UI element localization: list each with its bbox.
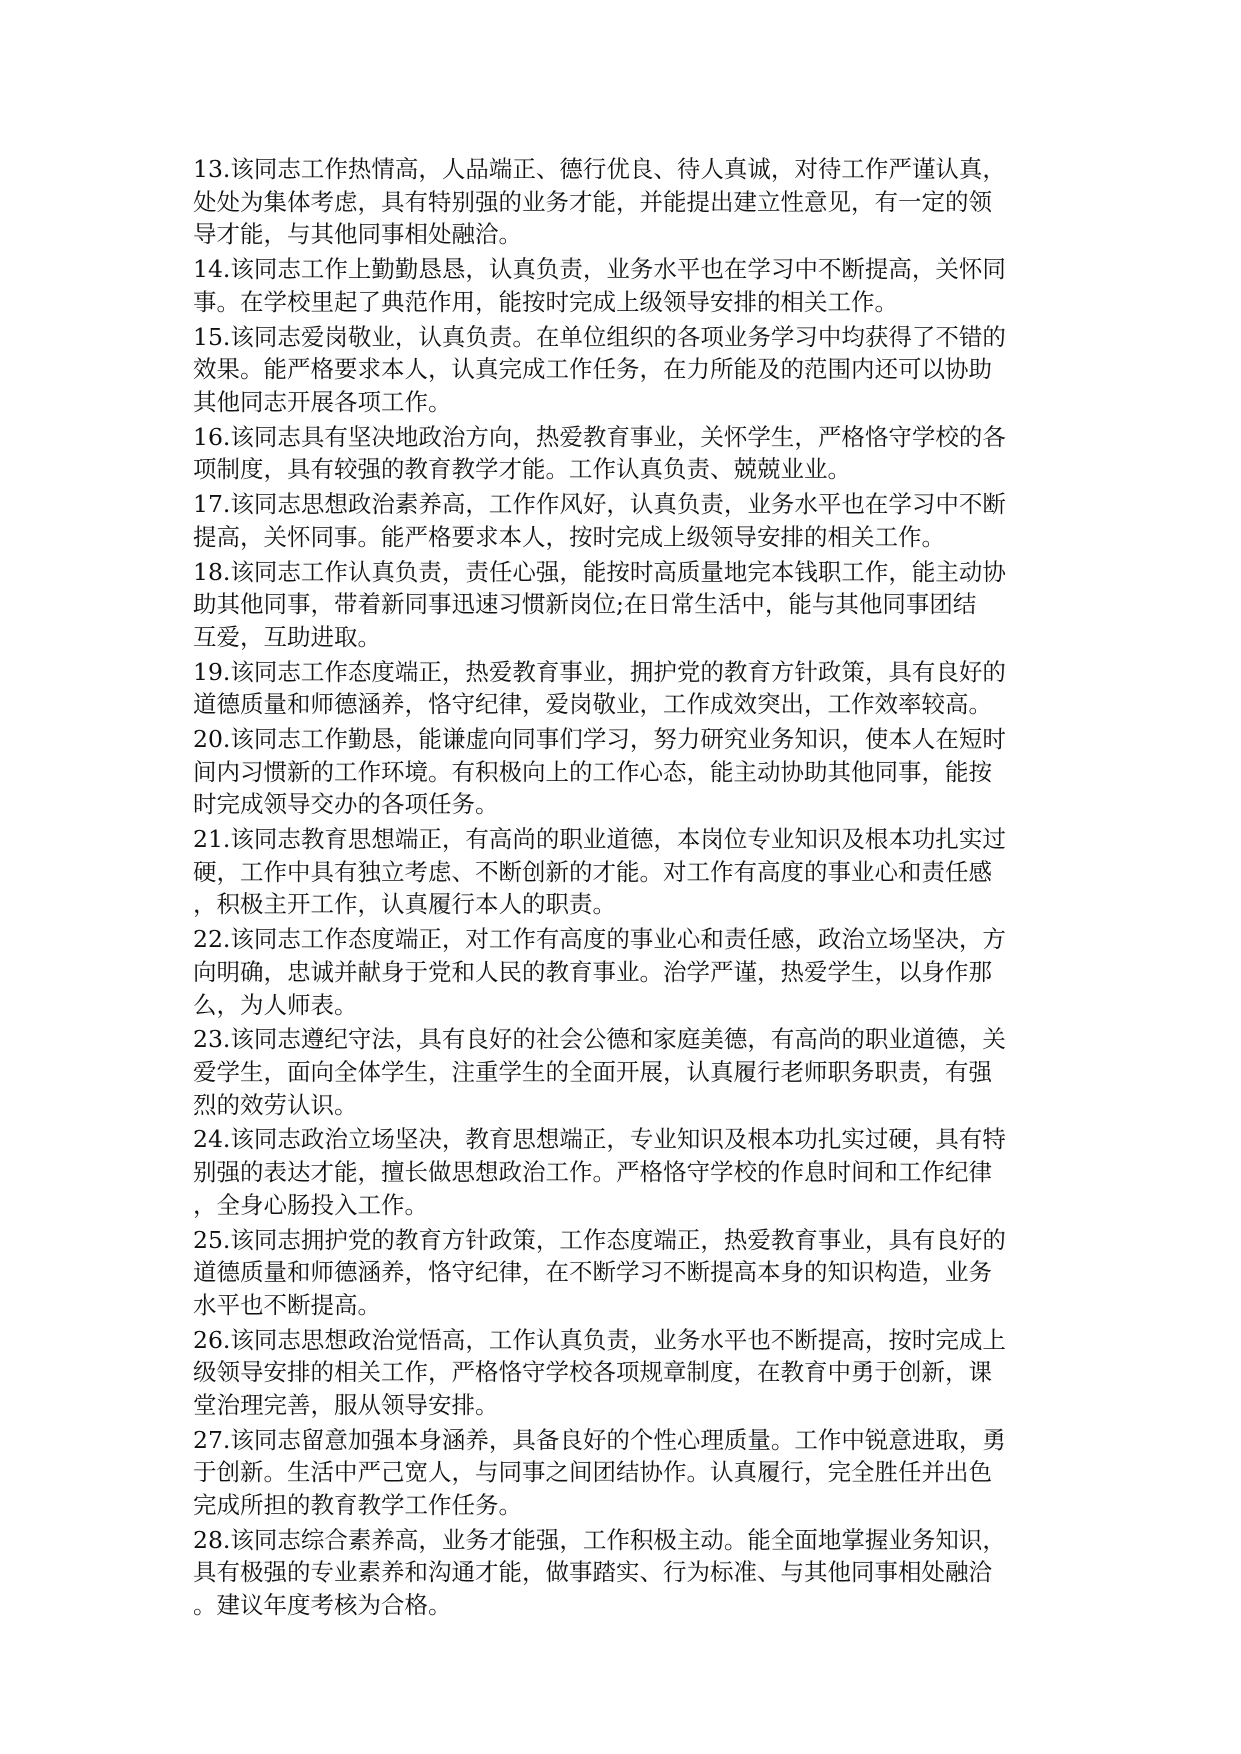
paragraph-line: ，全身心肠投入工作。 <box>193 1190 428 1219</box>
paragraph-line: 烈的效劳认识。 <box>193 1090 358 1119</box>
evaluation-paragraph <box>193 1524 1053 1622</box>
paragraph-line: 别强的表达才能，擅长做思想政治工作。严格恪守学校的作息时间和工作纪律 <box>193 1158 992 1187</box>
paragraph-line: 13.该同志工作热情高，人品端正、德行优良、待人真诚，对待工作严谨认真， <box>193 155 1006 183</box>
evaluation-paragraph <box>193 823 1053 921</box>
paragraph-line: 提高，关怀同事。能严格要求本人，按时完成上级领导安排的相关工作。 <box>193 522 945 551</box>
paragraph-line: 27.该同志留意加强本身涵养，具备良好的个性心理质量。工作中锐意进取，勇 <box>193 1425 1006 1454</box>
paragraph-line: 道德质量和师德涵养，恪守纪律，爱岗敬业，工作成效突出，工作效率较高。 <box>193 690 992 719</box>
paragraph-line: 时完成领导交办的各项任务。 <box>193 790 499 819</box>
evaluation-paragraph <box>193 253 1053 318</box>
paragraph-line: 堂治理完善，服从领导安排。 <box>193 1390 499 1419</box>
paragraph-line: 导才能，与其他同事相处融洽。 <box>193 220 522 249</box>
paragraph-line: ，积极主开工作，认真履行本人的职责。 <box>193 890 616 919</box>
evaluation-paragraph <box>193 488 1053 553</box>
paragraph-line: 其他同志开展各项工作。 <box>193 387 452 416</box>
paragraph-line: 17.该同志思想政治素养高，工作作风好，认真负责，业务水平也在学习中不断 <box>193 490 1006 519</box>
evaluation-paragraph <box>193 153 1053 251</box>
evaluation-paragraph <box>193 421 1053 486</box>
paragraph-line: 完成所担的教育教学工作任务。 <box>193 1490 522 1519</box>
paragraph-line: 效果。能严格要求本人，认真完成工作任务，在力所能及的范围内还可以协助 <box>193 355 992 384</box>
paragraph-line: 具有极强的专业素养和沟通才能，做事踏实、行为标准、与其他同事相处融洽 <box>193 1558 992 1587</box>
paragraph-line: 14.该同志工作上勤勤恳恳，认真负责，业务水平也在学习中不断提高，关怀同 <box>193 255 1006 284</box>
paragraph-line: 。建议年度考核为合格。 <box>193 1590 452 1619</box>
paragraph-line: 26.该同志思想政治觉悟高，工作认真负责，业务水平也不断提高，按时完成上 <box>193 1325 1006 1354</box>
paragraph-line: 20.该同志工作勤恳，能谦虚向同事们学习，努力研究业务知识，使本人在短时 <box>193 725 1006 754</box>
paragraph-line: 助其他同事，带着新同事迅速习惯新岗位;在日常生活中，能与其他同事团结 <box>193 590 977 619</box>
evaluation-paragraph <box>193 1424 1053 1522</box>
paragraph-line: 互爱，互助进取。 <box>193 622 381 651</box>
paragraph-line: 18.该同志工作认真负责，责任心强，能按时高质量地完本钱职工作，能主动协 <box>193 557 1006 586</box>
paragraph-line: 水平也不断提高。 <box>193 1290 381 1319</box>
evaluation-paragraph <box>193 656 1053 721</box>
evaluation-paragraph <box>193 723 1053 821</box>
paragraph-line: 23.该同志遵纪守法，具有良好的社会公德和家庭美德，有高尚的职业道德，关 <box>193 1025 1006 1054</box>
paragraph-line: 项制度，具有较强的教育教学才能。工作认真负责、兢兢业业。 <box>193 455 851 484</box>
evaluation-paragraph <box>193 923 1053 1021</box>
paragraph-line: 15.该同志爱岗敬业，认真负责。在单位组织的各项业务学习中均获得了不错的 <box>193 322 1006 351</box>
paragraph-line: 级领导安排的相关工作，严格恪守学校各项规章制度，在教育中勇于创新，课 <box>193 1358 992 1387</box>
paragraph-line: 16.该同志具有坚决地政治方向，热爱教育事业，关怀学生，严格恪守学校的各 <box>193 422 1006 451</box>
paragraph-line: 道德质量和师德涵养，恪守纪律，在不断学习不断提高本身的知识构造，业务 <box>193 1258 992 1287</box>
evaluation-paragraph <box>193 1023 1053 1121</box>
paragraph-line: 硬，工作中具有独立考虑、不断创新的才能。对工作有高度的事业心和责任感 <box>193 857 992 886</box>
document-body <box>193 153 1053 1624</box>
evaluation-paragraph <box>193 556 1053 654</box>
evaluation-paragraph <box>193 1324 1053 1422</box>
paragraph-line: 处处为集体考虑，具有特别强的业务才能，并能提出建立性意见，有一定的领 <box>193 187 992 216</box>
paragraph-line: 22.该同志工作态度端正，对工作有高度的事业心和责任感，政治立场坚决，方 <box>193 925 1006 954</box>
paragraph-line: 28.该同志综合素养高，业务才能强，工作积极主动。能全面地掌握业务知识， <box>193 1525 1006 1554</box>
paragraph-line: 事。在学校里起了典范作用，能按时完成上级领导安排的相关工作。 <box>193 287 898 316</box>
paragraph-line: 向明确，忠诚并献身于党和人民的教育事业。治学严谨，热爱学生，以身作那 <box>193 957 992 986</box>
paragraph-line: 19.该同志工作态度端正，热爱教育事业，拥护党的教育方针政策，具有良好的 <box>193 657 1006 686</box>
paragraph-line: 21.该同志教育思想端正，有高尚的职业道德，本岗位专业知识及根本功扎实过 <box>193 825 1006 854</box>
evaluation-paragraph <box>193 1123 1053 1221</box>
evaluation-paragraph <box>193 321 1053 419</box>
paragraph-line: 爱学生，面向全体学生，注重学生的全面开展，认真履行老师职务职责，有强 <box>193 1058 992 1086</box>
paragraph-line: 24.该同志政治立场坚决，教育思想端正，专业知识及根本功扎实过硬，具有特 <box>193 1125 1006 1154</box>
paragraph-line: 么，为人师表。 <box>193 990 358 1019</box>
evaluation-paragraph <box>193 1224 1053 1322</box>
paragraph-line: 于创新。生活中严己宽人，与同事之间团结协作。认真履行，完全胜任并出色 <box>193 1458 992 1487</box>
paragraph-line: 间内习惯新的工作环境。有积极向上的工作心态，能主动协助其他同事，能按 <box>193 757 992 786</box>
paragraph-line: 25.该同志拥护党的教育方针政策，工作态度端正，热爱教育事业，具有良好的 <box>193 1225 1006 1254</box>
